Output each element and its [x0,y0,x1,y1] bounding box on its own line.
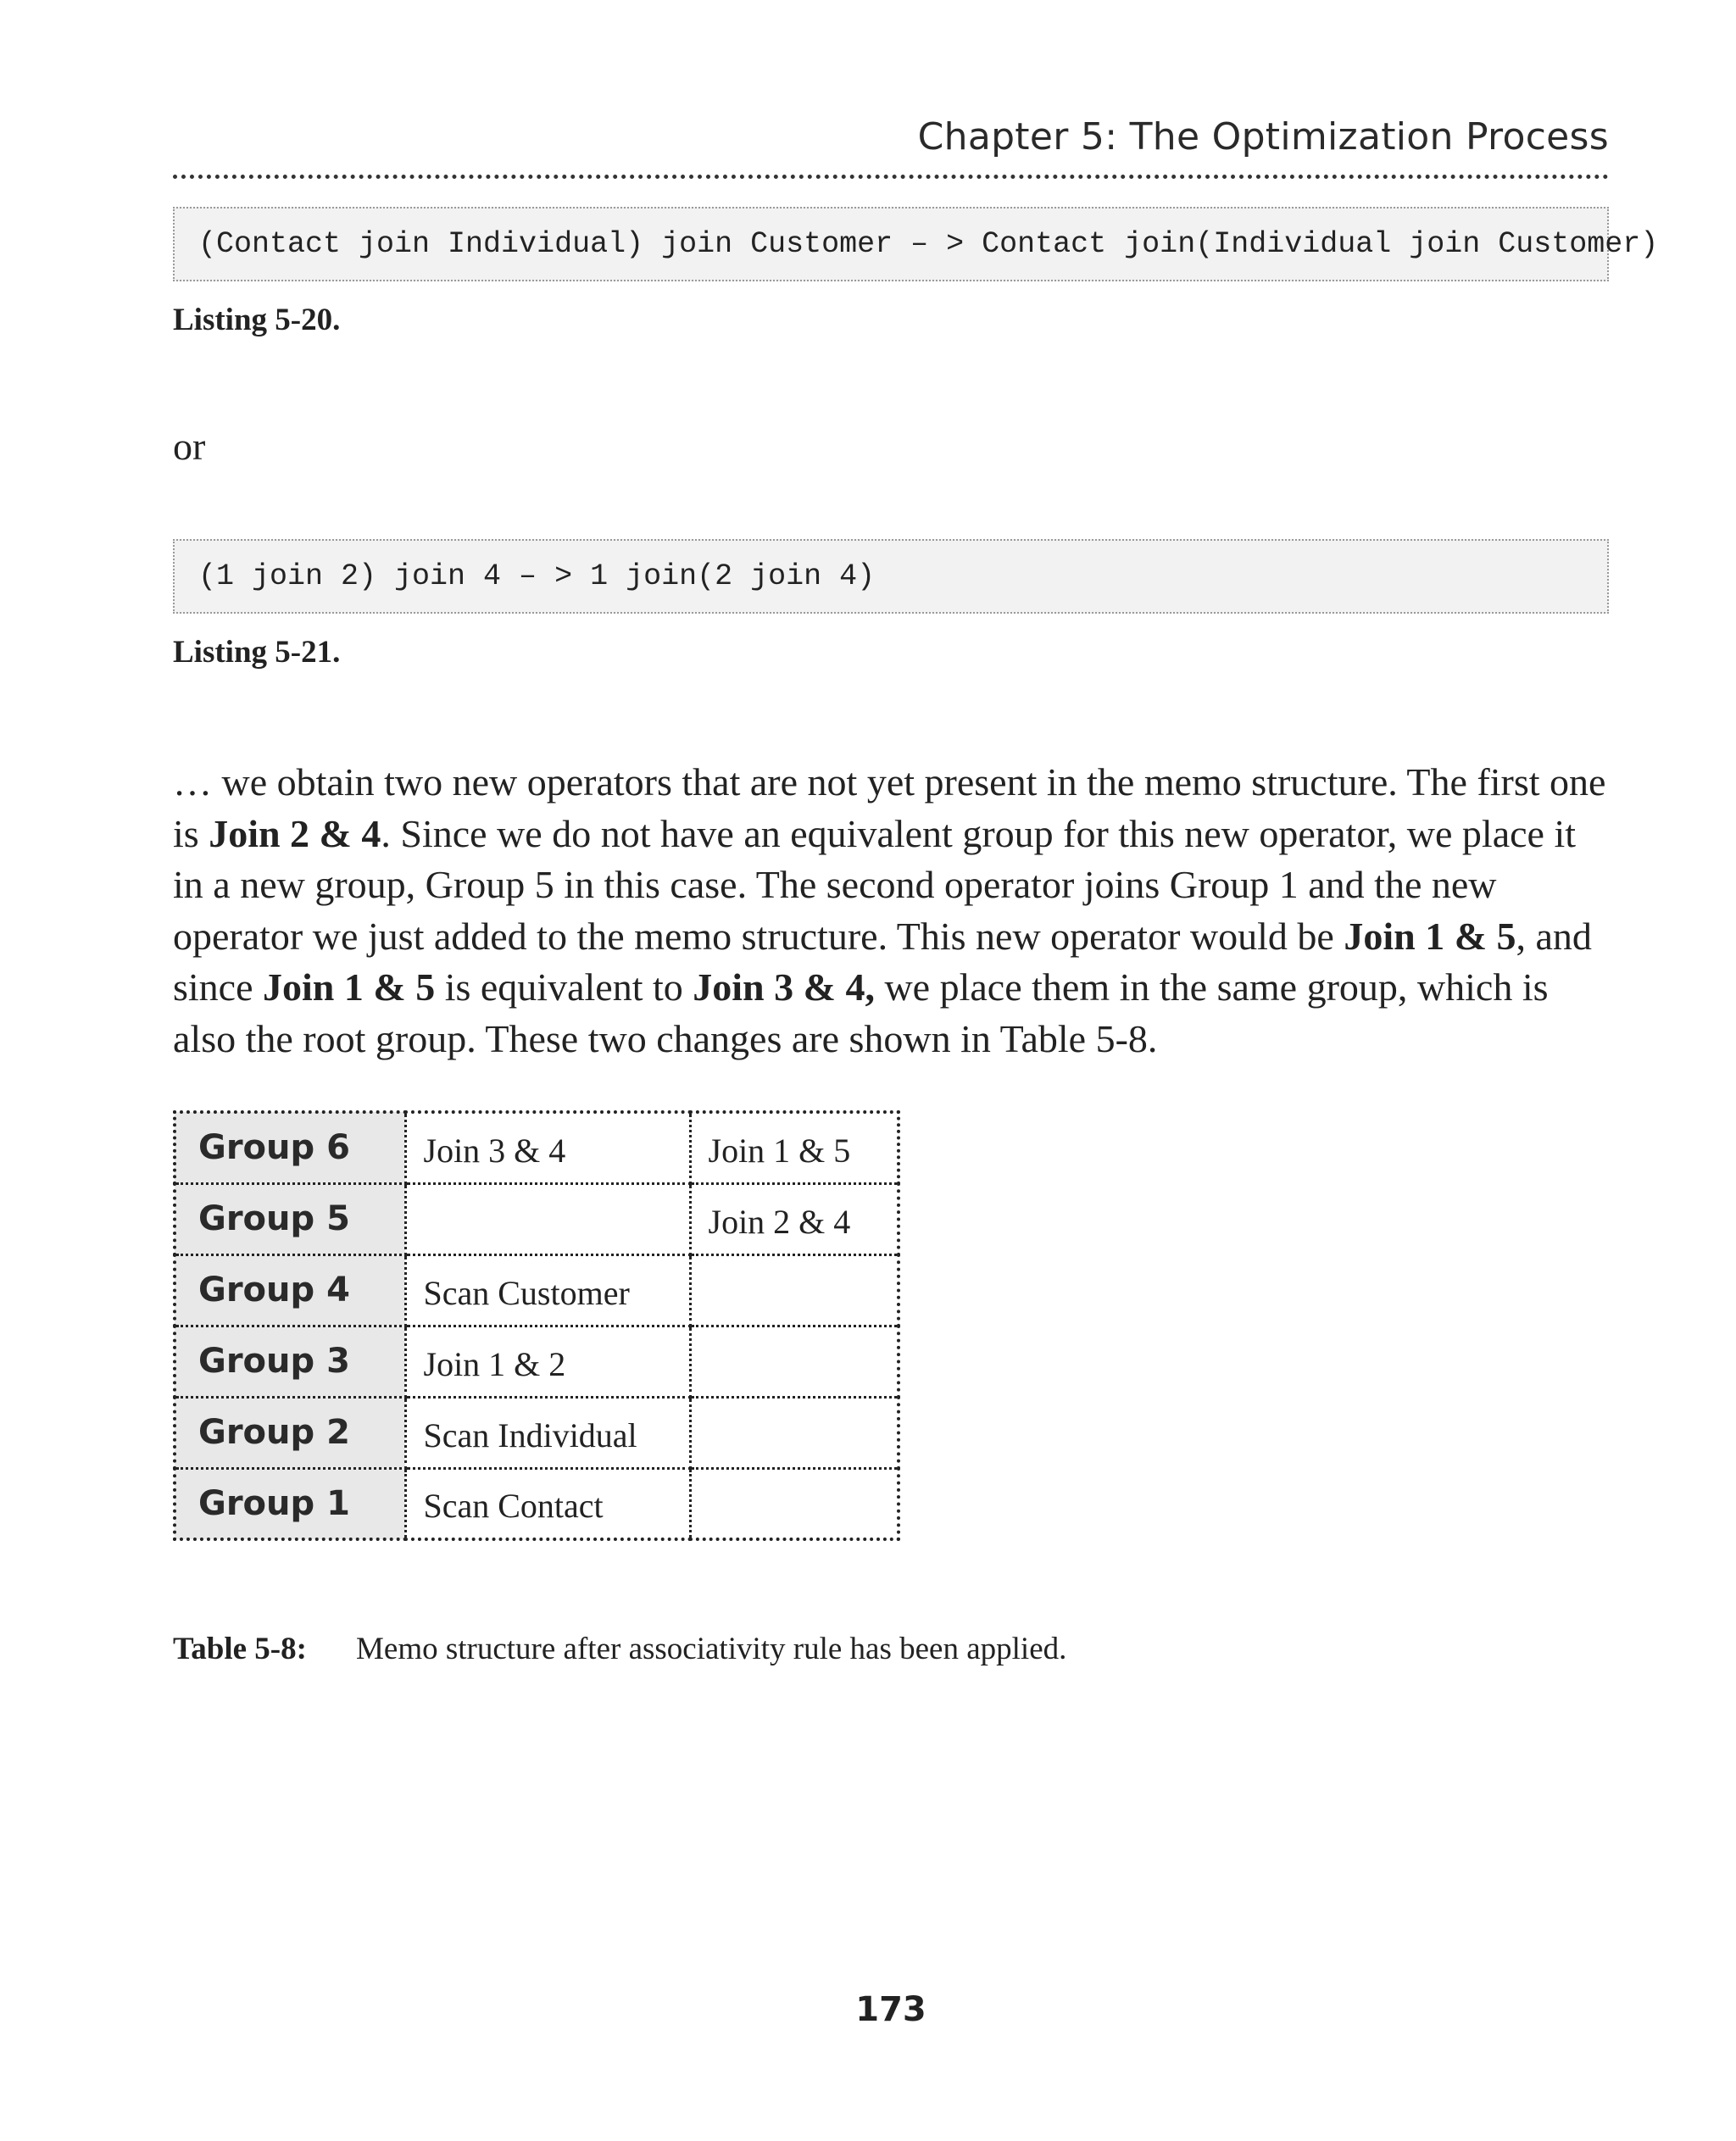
table-caption-label: Table 5-8: [173,1632,307,1666]
operator-cell: Join 2 & 4 [690,1183,899,1254]
listing-caption-5-20: Listing 5-20. [173,303,341,337]
operator-cell [690,1254,899,1326]
table-row [175,1112,899,1183]
operator-cell: Scan Contact [405,1468,690,1539]
code-listing-5-20: (Contact join Individual) join Customer – > Contact join(Individual join Customer) [173,207,1609,281]
body-paragraph [173,757,1609,1065]
operator-cell: Scan Customer [405,1254,690,1326]
paragraph-bold-term: Join 3 & 4, [693,965,875,1009]
operator-cell [690,1397,899,1468]
paragraph-text: . Since we do not have an equivalent group for this new operator, we place it in a new group, Group 5 in this case. The second operator joins Group 1 and the new operator we just added to the memo structure. This new operator would be [173,811,1577,958]
group-label: Group 6 [175,1112,405,1183]
operator-cell [690,1468,899,1539]
operator-cell [405,1183,690,1254]
operator-cell: Join 1 & 2 [405,1326,690,1397]
header-divider [173,175,1609,179]
memo-structure-table [173,1110,900,1541]
page-number: 173 [855,1990,926,2029]
table-row [175,1254,899,1326]
group-label: Group 2 [175,1397,405,1468]
table-row [175,1397,899,1468]
table-caption-text: Memo structure after associativity rule has been applied. [356,1632,1067,1666]
or-text: or [173,425,206,468]
paragraph-text: … we obtain two new operators that are not yet present in the memo structure. The first one is [173,760,1606,855]
table-row [175,1183,899,1254]
running-header: Chapter 5: The Optimization Process [917,115,1609,158]
listing-caption-5-21: Listing 5-21. [173,635,341,670]
paragraph-text: we place them in the same group, which is also the root group. These two changes are shown in Table 5-8. [173,965,1549,1060]
paragraph-bold-term: Join 1 & 5 [263,965,436,1009]
operator-cell: Join 3 & 4 [405,1112,690,1183]
book-page [173,0,1659,2141]
operator-cell: Join 1 & 5 [690,1112,899,1183]
operator-cell: Scan Individual [405,1397,690,1468]
paragraph-text: is equivalent to [435,965,693,1009]
paragraph-bold-term: Join 1 & 5 [1344,914,1516,958]
operator-cell [690,1326,899,1397]
code-listing-5-21: (1 join 2) join 4 – > 1 join(2 join 4) [173,539,1609,614]
table-caption [173,1631,1066,1667]
table-row [175,1326,899,1397]
paragraph-bold-term: Join 2 & 4 [209,811,381,855]
group-label: Group 5 [175,1183,405,1254]
group-label: Group 4 [175,1254,405,1326]
paragraph-text: , and since [173,914,1592,1009]
table-row [175,1468,899,1539]
group-label: Group 1 [175,1468,405,1539]
group-label: Group 3 [175,1326,405,1397]
